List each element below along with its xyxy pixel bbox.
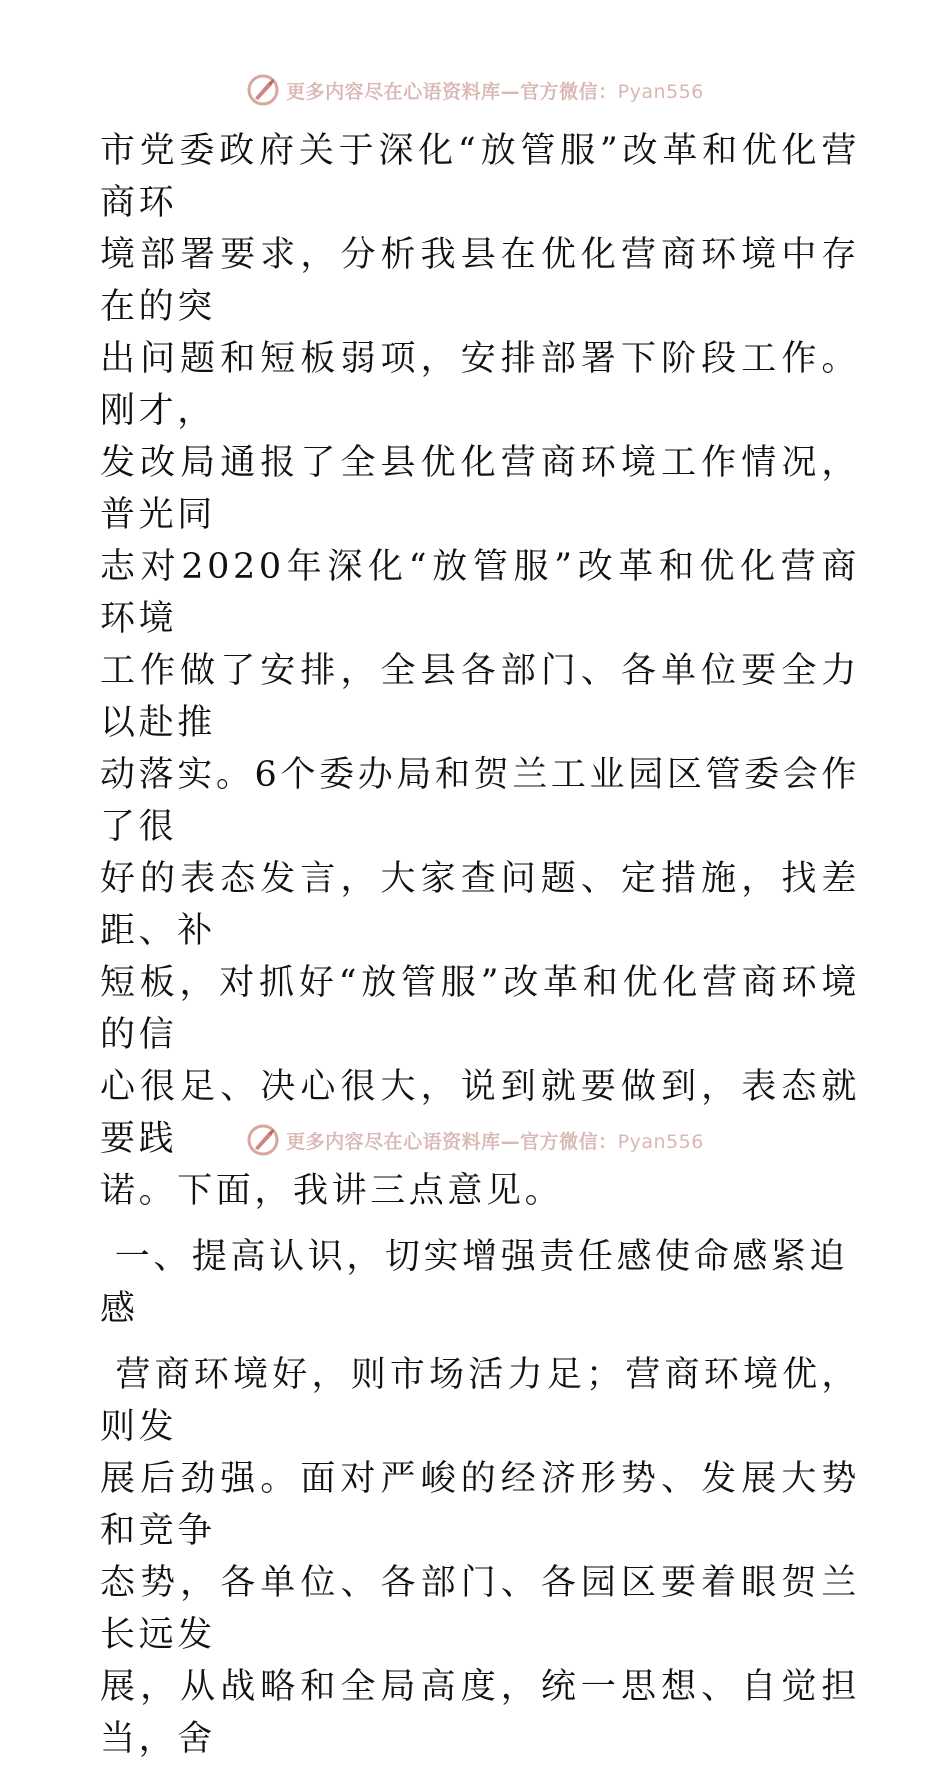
watermark-text: 更多内容尽在心语资料库—官方微信：Pyan556 — [286, 80, 704, 103]
text-line: 市党委政府关于深化“放管服”改革和优化营商环 — [100, 131, 860, 223]
text-line: 展后劲强。面对严峻的经济形势、发展大势和竞争 — [100, 1459, 860, 1551]
paragraph-1 — [100, 125, 860, 1217]
paragraph-2 — [100, 1349, 860, 1765]
text-line: 态势，各单位、各部门、各园区要着眼贺兰长远发 — [100, 1563, 860, 1655]
text-line: 动落实。6个委办局和贺兰工业园区管委会作了很 — [100, 755, 860, 847]
text-line: 心很足、决心很大，说到就要做到，表态就要践 — [100, 1067, 860, 1159]
watermark-bottom — [0, 1120, 950, 1160]
text-line: 境部署要求，分析我县在优化营商环境中存在的突 — [100, 235, 860, 327]
text-line: 展，从战略和全局高度，统一思想、自觉担当，舍 — [100, 1667, 860, 1759]
watermark-text: 更多内容尽在心语资料库—官方微信：Pyan556 — [286, 1130, 704, 1153]
text-line: 志对2020年深化“放管服”改革和优化营商环境 — [100, 547, 860, 639]
text-line: 好的表态发言，大家查问题、定措施，找差距、补 — [100, 859, 860, 951]
text-line: 诺。下面，我讲三点意见。 — [100, 1171, 564, 1211]
text-line: 营商环境好，则市场活力足；营商环境优，则发 — [100, 1355, 860, 1447]
text-line: 工作做了安排，全县各部门、各单位要全力以赴推 — [100, 651, 860, 743]
quill-logo-icon — [246, 73, 280, 107]
text-line: 短板，对抓好“放管服”改革和优化营商环境的信 — [100, 963, 860, 1055]
section-heading-1: 一、提高认识，切实增强责任感使命感紧迫感 — [100, 1237, 849, 1329]
quill-logo-icon — [246, 1123, 280, 1157]
document-body — [100, 125, 860, 1765]
watermark-top — [0, 70, 950, 110]
text-line: 出问题和短板弱项，安排部署下阶段工作。刚才， — [100, 339, 860, 431]
text-line: 发改局通报了全县优化营商环境工作情况，普光同 — [100, 443, 860, 535]
